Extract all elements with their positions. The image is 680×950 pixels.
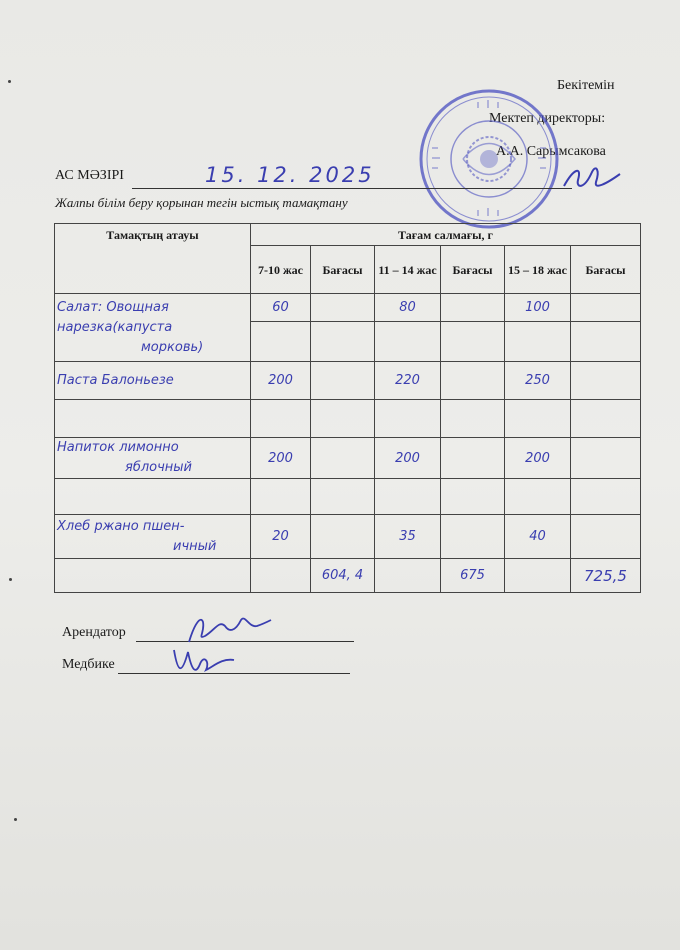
- sub-header-age-15-18: 15 – 18 жас: [505, 246, 571, 294]
- tenant-signature: [185, 612, 275, 646]
- weight-value: 250: [525, 373, 550, 388]
- table-row: [55, 362, 641, 400]
- menu-date: 15. 12. 2025: [205, 163, 375, 187]
- food-name-line: Салат: Овощная: [57, 299, 169, 315]
- weight-cell: [505, 515, 571, 559]
- table-row: [55, 294, 641, 322]
- table-row: [55, 400, 641, 438]
- food-name-cell: [55, 438, 251, 479]
- food-name-cell: [55, 294, 251, 362]
- food-name-line: Напиток лимонно: [57, 440, 179, 455]
- weight-cell: [375, 515, 441, 559]
- col-header-weight: Тағам салмағы, г: [251, 224, 641, 246]
- menu-title: АС МӘЗІРІ: [55, 168, 124, 183]
- paper-mark: [9, 578, 12, 581]
- price-cell: [441, 438, 505, 479]
- sub-header-price-2: Бағасы: [441, 246, 505, 294]
- table-row: [55, 438, 641, 479]
- price-cell: [311, 515, 375, 559]
- sub-header-age-7-10: 7-10 жас: [251, 246, 311, 294]
- total-price-cell: [441, 559, 505, 593]
- weight-cell: [505, 362, 571, 400]
- sub-header-age-11-14: 11 – 14 жас: [375, 246, 441, 294]
- price-cell: [311, 438, 375, 479]
- food-name-line: Паста Балоньезе: [57, 372, 174, 388]
- food-name-line: яблочный: [125, 460, 192, 475]
- weight-value: 35: [399, 529, 416, 544]
- food-name-line: морковь): [141, 339, 204, 355]
- weight-cell: [251, 362, 311, 400]
- sub-header-price-1: Бағасы: [311, 246, 375, 294]
- total-price-11-14: 675: [460, 568, 485, 583]
- weight-value: 200: [268, 373, 293, 388]
- food-name-line: нарезка(капуста: [57, 319, 173, 335]
- food-name-cell: [55, 515, 251, 559]
- total-price-cell: [311, 559, 375, 593]
- weight-value: 200: [525, 450, 550, 466]
- nurse-signature: [170, 644, 240, 678]
- price-cell: [441, 362, 505, 400]
- date-underline: [132, 188, 572, 189]
- director-name: А.А. Сарымсакова: [496, 144, 606, 159]
- price-cell: [571, 515, 641, 559]
- weight-cell: [505, 294, 571, 322]
- weight-cell: [251, 294, 311, 322]
- weight-value: 60: [272, 300, 289, 315]
- weight-cell: [251, 515, 311, 559]
- price-cell: [441, 294, 505, 322]
- table-row: [55, 515, 641, 559]
- weight-cell: [375, 294, 441, 322]
- menu-subtitle: Жалпы білім беру қорынан тегін ыстық тамақтану: [55, 195, 348, 210]
- totals-row: [55, 559, 641, 593]
- total-price-cell: [571, 559, 641, 593]
- total-price-7-10: 604, 4: [321, 568, 364, 583]
- weight-value: 20: [272, 529, 289, 544]
- weight-value: 40: [529, 529, 546, 544]
- price-cell: [311, 294, 375, 322]
- weight-cell: [251, 438, 311, 479]
- paper-mark: [8, 80, 11, 83]
- price-cell: [571, 362, 641, 400]
- price-cell: [311, 362, 375, 400]
- official-seal: [418, 88, 560, 230]
- paper-mark: [14, 818, 17, 821]
- price-cell: [571, 438, 641, 479]
- nurse-label: Медбике: [62, 657, 115, 672]
- approved-label: Бекітемін: [557, 78, 615, 93]
- food-name-cell: [55, 362, 251, 400]
- weight-value: 100: [525, 300, 550, 315]
- weight-cell: [375, 438, 441, 479]
- weight-value: 220: [395, 373, 420, 388]
- weight-cell: [375, 362, 441, 400]
- price-cell: [571, 294, 641, 322]
- total-price-15-18: 725,5: [584, 566, 627, 585]
- menu-table: [54, 223, 641, 593]
- sub-header-price-3: Бағасы: [571, 246, 641, 294]
- weight-value: 200: [268, 450, 293, 466]
- food-name-line: Хлеб ржано пшен-: [57, 518, 185, 534]
- director-label: Мектеп директоры:: [489, 111, 606, 126]
- price-cell: [441, 515, 505, 559]
- weight-value: 200: [395, 450, 420, 466]
- col-header-food-name: Тамақтың атауы: [55, 224, 251, 294]
- tenant-label: Арендатор: [62, 625, 126, 640]
- food-name-line: ичный: [173, 538, 217, 554]
- weight-cell: [505, 438, 571, 479]
- table-row: [55, 479, 641, 515]
- weight-value: 80: [399, 300, 416, 315]
